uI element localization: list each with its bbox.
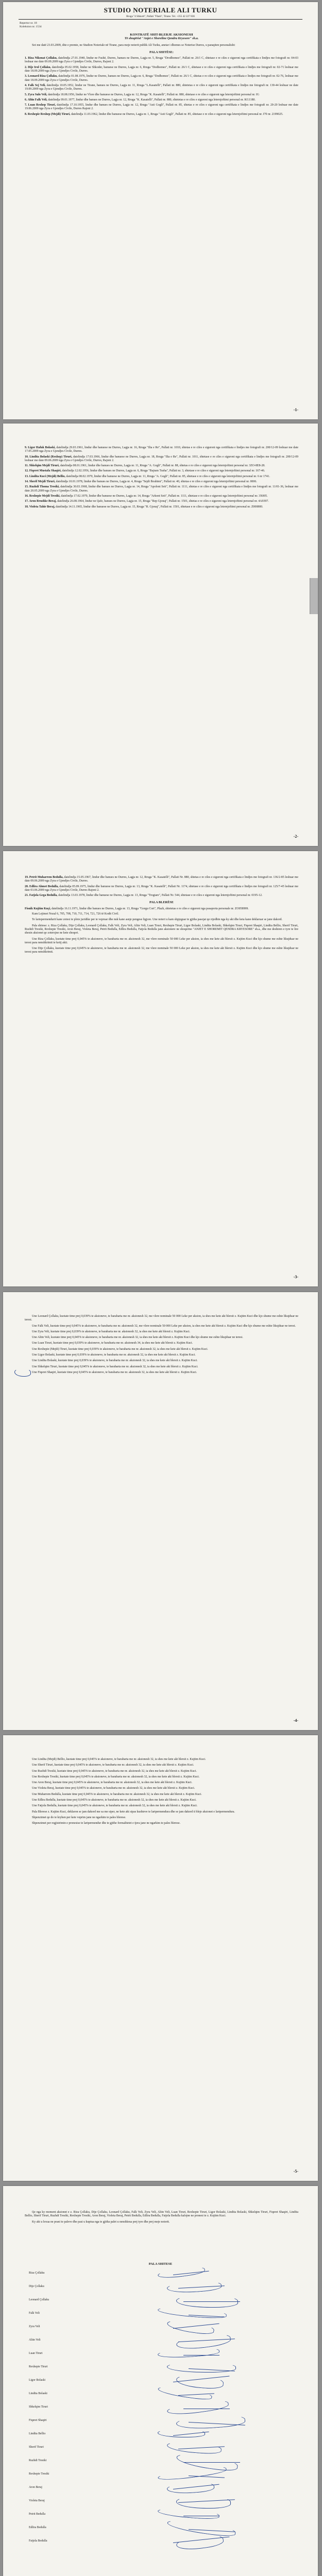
party-entry <box>25 84 298 92</box>
party-entry <box>25 475 298 479</box>
party-details: datelindja 17.02.1970, lindur dhe banuese ne Durres, Lagja nr. 14, Rruga "Arkont Seit", Pallati nr. 1111, shtetase e re ciles e siguroni nga leternjoftimi personal nr. 3X005. <box>61 494 268 498</box>
party-name: 14. Sherif Mejdi Tiruri, <box>25 480 56 484</box>
party-details: datelindja 08.01.1961, lindur dhe banues ne Durres, Lagja nr. 11, Rruga "A. Gogli", Pallati nr. 88, shtetas e re ciles e siguroni nga leternjoftimi personal nr. 3ZO-8E8-28. <box>60 464 265 468</box>
page-5-body <box>25 1758 298 1828</box>
clause-paragraph: Kam Lejimet Nozal 6, 705, 708, 710, 711, 714, 721, 726 të Kodit Civil. <box>32 912 119 916</box>
clause-paragraph: Une Falk Veli, kuotate time prej 0,045% te aksioneve, te barabarta me nr. aksionesh 32, me vlere nominale 50 000 Leke per aksion, ia shes me kete akt blersit z. Kujtim Kuci dhe kjo shume me eshte likujduar ne teresi. <box>32 1324 296 1328</box>
party-name: 2. Dije Irol Çollaku, <box>25 65 51 69</box>
party-entry <box>25 480 298 484</box>
clause-paragraph: Une Zyra Veli, kuotate time prej 0,039% te aksioneve, te barabarta me nr. aksionesh 32, ia shes me kete akt blersit z. Kujtim Kuci. <box>32 1330 191 1333</box>
signatory-signature <box>157 2265 205 2280</box>
signatory-name: Shkelqim Tiruri <box>29 2405 48 2409</box>
sellers-signature-list <box>29 2272 132 2553</box>
clause-paragraph: Qe nga ky moment aksionet e z. Riza Çollaku, Dije Çollaku, Leonard Çollaku, Falk Veli, Zyra Veli, Altin Veli, Luan Tiruri, Rexhepie Tiruri, Ligor Bolaski, Lindita Bolaski, Shkelqim Tiruri, Fiqeret Shaqiri, Lindita Bellio, Sherif Tiruri, Ruzhdi Tresiki, Rexhepie Tresiki, Aron Beraj, Violeta Beraj, Petrit Bedulla, Edlira Bedulla, Fatjola Bedulla kalojne ne pronesi te z. Kujtim Kuci. <box>25 2211 298 2218</box>
clause-paragraph: Une Aron Beraj, kuotate time prej 0,045% te aksioneve, te barabarta me nr. aksionesh 32, ia shes me kete akt blersit z. Kujtim Kuci. <box>32 1781 193 1785</box>
clause-paragraph: Te lartepermendurit kane zotesi te plote juridike per te vepruar dhe nuk kane asnje pengese ligjore. Une noteri u kam shpjeguar te gjitha pasojat qe rrjedhin nga ky akt dhe keta kane deklaruar se jane dakord. <box>32 918 282 922</box>
party-name: 4. Falk Sej Veli, <box>25 83 46 87</box>
party-name: 6. Altin Falk Veli, <box>25 98 47 101</box>
signature-stroke <box>183 2462 240 2463</box>
signatory-signature <box>166 2518 236 2538</box>
signatory-signature <box>176 2374 224 2389</box>
party-name: 1. Riza Nikonat Çollaku, <box>25 57 58 60</box>
signatory-name: Rexhepie Tresiki <box>29 2472 49 2476</box>
clause-paragraph: Une Violeta Beraj, kuotate time prej 0,045% te aksioneve, te barabarta me nr. aksionesh 32, ia shes me kete akt blersit z. Kujtim Kuci. <box>32 1787 195 1790</box>
contract-subtitle: Të shoqërisë "Anjet e Shoreline Qendra Kryesore" sh.a. <box>124 37 199 41</box>
party-name: 19. Petrit Muharrem Bedulla, <box>25 876 63 879</box>
signatory-signature <box>176 2413 245 2430</box>
clause-paragraph: Une Leonard Çollaku, kuotate time prej 0,039% te aksioneve, te barabarta me nr. aksionesh 32, me vlere nominale 50 000 Leke per aksion, ia shes me kete akt blersit z. Kujtim Kuci dhe kjo shume me eshte likujduar ne teresi. <box>25 1315 298 1322</box>
signatory-signature <box>166 2398 229 2417</box>
signature-stroke <box>183 2301 240 2302</box>
signatory-signature <box>176 2533 224 2552</box>
party-details: datelindja 29.03.1961, lindur dhe banuese ne Durres, Lagja nr. 16, Rruga "Ilia e Re", Pallati nr. 1010, shtetas e re ciles e siguroni nga certifikata e lindjes me fotografi nr. 200/12-09 leshuar me date 17.05.2009 nga Zyra e Gjendjes Civile, Durres. <box>25 446 298 453</box>
clause-paragraph: Une Rexhepie (Mejdi) Tiruri, kuotate time prej 0,039% te aksioneve, te barabarta me nr. aksionesh 32, ia shes me kete akt blersit z. Kujtim Kuci. <box>32 1347 208 1351</box>
sellers-signature-heading: PALA SHITESE <box>148 2262 173 2266</box>
clause-paragraph: Shpenzimet qe do te kryhen per kete veprim jane ne ngarkim te pales blerese. <box>32 1816 126 1819</box>
signatory-name: Altin Veli <box>29 2338 41 2342</box>
party-entry <box>25 485 298 493</box>
signatory-name: Riza Çollaku <box>29 2272 45 2275</box>
party-details: datelindja 05.09.1975, lindur dhe banuese ne Durres, Lagja nr. 13, Rruga "K. Kasatelli", Pallati Nr. 1174, shtetase e re ciles e siguroni nga certifikata e lindjes me fotografi nr. 125/7-45 leshuar me date 03.06.2009 nga Zyra e Gjendjes Civile, Durres Rajoni 2. <box>25 885 298 892</box>
clause-paragraph: Une Dije Çollaku, kuotate time prej 0,045% te aksioneve, te barabarta me nr. aksionesh 32, me vlere nominale 50 000 Leke per aksion, ia shes me kete akt blersit z. Kujtim Kuci dhe kjo shume me eshte likujduar ne teresi para nenshkrimit. <box>25 947 298 954</box>
clause-paragraph: Une Lindita Bolaski, kuotate time prej 0,039% te aksioneve, te barabarta me nr. aksionesh 32, ia shes me kete akt blersit z. Kujtim Kuci. <box>32 1359 198 1363</box>
page-number: -4- <box>293 1718 298 1723</box>
party-details: datelindja 09.01.1977, lindur dhe banues ne Durres, Lagja nr. 12, Rruga "K. Kasatelli", Pallati nr. 880, shtetetas e re ciles e siguroni nga leternjoftimi personal nr. KG1180. <box>48 98 256 101</box>
page-4-body <box>25 1315 298 1377</box>
party-name: 10. Lindita Bolaski (Rexhep) Tiruri, <box>25 455 72 459</box>
page-3-body <box>25 876 298 957</box>
signatory-signature <box>158 2347 220 2359</box>
party-name: 15. Ruzhdi Thoma Tresiki, <box>25 485 60 489</box>
clause-paragraph: Ky akt u lexua ne prani te paleve dhe pasi u kuptua nga te gjitha palet u nenshkrua prej tyre dhe prej meje noterit. <box>32 2220 170 2224</box>
closing-clauses <box>25 2211 298 2224</box>
party-name: 5. Zyra Sulo Veli, <box>25 93 47 96</box>
signatory-name: Zyra Veli <box>29 2325 40 2328</box>
party-name: 18. Violeta Tahir Beraj, <box>25 505 55 509</box>
party-details: datelindja 26.08.1964, lindur ne Qafe, banues ne Durres, Lagja nr. 15, Rruga "Rep Gjonaj", Pallati nr. 1501, shtetas e re ciles e siguroni nga leternjoftimi personal nr. 4A9397. <box>57 500 269 503</box>
party-entry <box>25 104 298 111</box>
party-entry <box>25 98 298 102</box>
party-name: 21. Fatjola Gega Bedulla, <box>25 894 58 897</box>
buyer-entry <box>25 907 298 911</box>
signatory-name: Violeta Beraj <box>29 2499 45 2502</box>
sellers-list-2 <box>25 446 298 509</box>
party-entry <box>25 113 298 116</box>
contract-clauses-1 <box>25 912 298 955</box>
party-details: datelindja 10.05.1952, lindur ne Tirane, banues ne Durres, Lagja nr. 11, Rruga "L.Kasatelli", Pallati nr. 880, shtetetas e re ciles e siguroni nga certifikata e lindjes me fotografi nr. 130-44 leshuar ne date 19.09.2009 nga Zyra e Gjendjes Civile, Durres. <box>25 83 298 91</box>
signatory-name: Falk Veli <box>29 2312 40 2315</box>
page-number: -5- <box>293 2169 298 2174</box>
signatory-name: Rexhepie Tiruri <box>29 2365 48 2368</box>
koleksion-number: Koleksion nr. 1534 <box>20 25 42 28</box>
party-entry <box>25 505 298 509</box>
party-entry <box>25 464 298 468</box>
party-details: datelindja 12.02.1956, lindur dhe banues ne Durres, Lagja nr. 6, Rruga "Bajram Tusha", Pallati nr. 3, shtetase e re ciles e siguroni nga leternjoftimi personal nr. 167-46. <box>62 469 265 473</box>
buyer-details: datelindja 16.11.1971, lindur dhe banues ne Durres, Lagja nr. 13, Rruga "Gorgu Cort", Plazh, shtetetas e re ciles e siguroni nga pasaporta personale nr. ZO058999. <box>52 907 249 910</box>
document-page-3 <box>3 851 318 1286</box>
signatory-name: Fiqeret Shaqiri <box>29 2419 47 2422</box>
party-details: datelindja 17.03.1966, lindur dhe banuese ne Durres, Lagja nr. 18, Rruga "Ilia e Re", Pallati nr. 1011, shtetase e re ciles e siguroni nga certifikata e lindjes me fotografi nr. 200/12-09 leshuar me date 09.06.2009 nga Zyra e Gjendjes Civile, Durres, Rajoni 2. <box>25 455 299 462</box>
party-details: datelindja 27.01.1940, lindur ne Fushë, Durres, banues ne Durres, Lagja nr. 5, Rruga "Drodhomez", Pallati nr. 26/1 C, shtetase e re ciles e siguroni nga certifikata e lindjes me fotografi nr. 04-03 leshuar me date 09.09.2009 nga Zyra e Gjendjes Civile, Durres, Rajoni 2. <box>25 57 298 64</box>
party-details: datelindja 14.11.1965, lindur dhe banuese ne Durres, Lagja nr. 15, Rruga "R. Gjonaj", Pallati nr. 1501, shtetase e re ciles e siguroni nga leternjoftimi personal nr. Z000800. <box>56 505 263 509</box>
party-entry <box>25 455 298 463</box>
signatory-name: Dije Çollaku <box>29 2285 44 2288</box>
clause-paragraph: Une Shkelqim Tiruri, kuotate time prej 0,045% te aksioneve, te barabarta me nr. aksionesh 32, ia shes me kete akt blersit z. Kujtim Kuci. <box>32 1365 198 1368</box>
clause-paragraph: Une Muharrem Bedulla, kuotate time prej 0,045% te aksioneve, te barabarta me nr. aksionesh 32, ia shes me kete akt blersit z. Kujtim Kuci. <box>32 1792 202 1796</box>
buyer-name: Fisnik Kujtim Kuçi, <box>25 907 51 910</box>
signatory-name: Edlira Bedulla <box>29 2526 46 2529</box>
signatory-name: Fatjola Bedulla <box>29 2539 47 2543</box>
buyer-heading: PALA BLERËSE <box>149 901 174 905</box>
signatory-name: Aron Beraj <box>29 2486 42 2489</box>
party-details: datelindja 17.10.1955, lindur dhe banues ne Durres, Lagja nr. 12, Rruga "Asti Gogli", Pallati nr. 85, shtetas e re ciles e siguroni nga certifikata e lindjes me fotografi nr. 20-20 leshuar me date 19.06.2009 nga Zyra e Gjendjes Civile, Durres Rajoni 2. <box>25 104 298 111</box>
document-page-5 <box>3 1735 318 2181</box>
party-entry <box>25 66 298 74</box>
signatory-name: Petrit Bedulla <box>29 2513 46 2516</box>
signatory-name: Sherif Tiruri <box>29 2446 44 2449</box>
signatory-name: Luan Tiruri <box>29 2352 43 2355</box>
page-edge-mark <box>310 578 318 614</box>
signatory-name: Lindita Bellio <box>29 2432 46 2435</box>
party-details: datelindja 08.02.1970, lindur dhe banuese ne Durres, Lagja nr. 11, Rruga "A. Gogli", Pallati nr. 85, shtetase e re ciles e siguroni nga leternjoftimi personal nr. 6 nr 1741. <box>66 474 270 478</box>
clause-paragraph: Une Edlira Bedulla, kuotate time prej 0,045% te aksioneve, te barabarta me nr. aksionesh 32, ia shes me kete akt blersit z. Kujtim Kuci. <box>32 1799 197 1802</box>
page-number: -1- <box>293 408 298 412</box>
page-number: -2- <box>293 834 298 839</box>
party-entry <box>25 876 298 884</box>
clause-paragraph: Une Lindita (Mejdi) Bellio, kuotate time prej 0,045% te aksioneve, te barabarta me nr. aksionesh 32, ia shes me kete akt blersit z. Kujtim Kuci. <box>32 1758 206 1761</box>
clause-paragraph: Une Sherif Tiruri, kuotate time prej 0,045% te aksioneve, te barabarta me nr. aksionesh 32, ia shes me kete akt blersit z. Kujtim Kuci. <box>32 1764 194 1767</box>
party-name: 3. Leonard Riza Çollaku, <box>25 75 58 78</box>
clause-paragraph: Une Fatjola Bedulla, kuotate time prej 0,045% te aksioneve, te barabarta me nr. aksionesh 32, ia shes me kete akt blersit z. Kujtim Kuci. <box>32 1804 198 1808</box>
party-name: 13. Lindita Kuci (Mejdi) Bellio, <box>25 474 65 478</box>
party-details: datelindja 10.01.1978, lindur dhe banues ne Durres, Lagja nr. 4, Rruga "Sejdi Ibrahimi", Pallati nr. 40, shtetas e re ciles e siguroni nga leternjoftimi personal nr. 0006. <box>56 480 257 484</box>
margin-initials <box>14 1368 31 1377</box>
clause-paragraph: Pala Blerese z. Kujtim Kuci, deklaron se jam dakord me sa me siper, ne kete akt sipas kushteve te lartpermendura dhe se jam dakord ti bleje aksionet e lartpermendura. <box>32 1810 235 1814</box>
signatory-signature <box>158 2507 220 2520</box>
party-details: datelindja 18.08.1956, lindur ne Vlore dhe banuese ne Durres, Lagja nr. 12, Rruga "K. Kasatelli", Pallati nr. 880, shtetase e re ciles e siguroni nga leternjoftimi personal nr. IG <box>47 93 260 96</box>
page-1-body <box>25 32 298 118</box>
clause-paragraph: Une Ligor Bolaski, kuotate time prej 0,039% te aksioneve, te barabarta me nr. aksionesh 32, ia shes me kete akt blersit z. Kujtim Kuci. <box>32 1353 196 1357</box>
party-name: 7. Luan Rexhep Tiruri, <box>25 104 56 107</box>
document-page-1 <box>3 2 318 419</box>
document-page-6 <box>3 2186 318 2576</box>
party-entry <box>25 469 298 473</box>
party-entry <box>25 885 298 893</box>
signatory-name: Ruzhdi Tresiki <box>29 2459 47 2462</box>
party-details: datelindja 13.03.1978, lindur dhe banuese ne Durres, Lagja nr. 13, Rruga "Tregtare", Pallati Nr. 544, shtetase e re ciles e siguroni nga leternjoftimi personal nr. 0195-12. <box>58 894 263 897</box>
contract-title: KONTRATË SHIT-BLERJE AKSIONESH <box>130 33 193 37</box>
signatory-signature <box>158 2429 205 2437</box>
party-name: 8. Rexhepie Rexhep (Mejdi) Tiruri, <box>25 112 71 116</box>
notary-office-address: Rruga "4 Shkurti", Pallati "Flash", Tirane. Tel. +355 42 227 836 <box>126 15 195 18</box>
intro-paragraph: Sot me datë 23.03.2009, dite e premte, ne Studion Noteriale në Tirane, para meje noterit publik Ali Turku, anetar i dhomes se Noterise Durres, u paraqiten personalisht: <box>32 43 235 47</box>
clause-paragraph: Une Rexhepie Tresiki, kuotate time prej 0,045% te aksioneve, te barabarta me nr. aksionesh 32, ia shes me kete akt blersit z. Kujtim Kuci. <box>32 1775 200 1778</box>
party-name: 20. Edlira Ahmet Bedulla, <box>25 885 59 888</box>
signatory-signature <box>158 2465 227 2482</box>
party-name: 16. Rexhepie Mejdi Tresiki, <box>25 494 60 498</box>
party-name: 17. Aron Rrushke Beraj, <box>25 500 57 503</box>
party-entry <box>25 500 298 503</box>
clause-paragraph: Une Altin Veli, kuotate time prej 0,045% te aksioneve, te barabarta me nr. aksionesh 32, ia shes me kete akt blersit z. Kujtim Kuci dhe kjo shume me eshte likujduar ne teresi. <box>32 1336 243 1340</box>
signatory-name: Lindita Bolaski <box>29 2392 47 2395</box>
sellers-list-1 <box>25 57 298 116</box>
party-details: datelindja 15.05.1967, lindur dhe banues ne Durres, Lagja nr. 12, Rruga "K. Kasatelli", Pallati Nr. 880, shtetas e re ciles e siguroni nga certifikata e lindjes me fotografi nr. 136/2-85 leshuar me date 09.06.2009 nga Zyra e Gjendjes Civile, Durres. <box>25 876 298 883</box>
signatory-name: Ligor Bolaski <box>29 2379 46 2382</box>
page-number: -3- <box>293 1275 298 1279</box>
party-entry <box>25 93 298 97</box>
signatory-signature <box>166 2481 214 2495</box>
repertor-number: Repertor nr. 18 <box>20 22 37 25</box>
document-page-2 <box>3 423 318 846</box>
clause-paragraph: Shpenzimet per regjistrimin e pronesise te lartpermendur dhe te gjithe formalitetet e tjera jane ne ngarkim te pales blerese. <box>32 1822 181 1825</box>
signatory-signature <box>158 2306 227 2319</box>
clause-paragraph: Une Fiqeret Shaqiri, kuotate time prej 0,045% te aksioneve, te barabarta me nr. aksionesh 32, ia shes me kete akt blersit z. Kujtim Kuci. <box>32 1370 197 1374</box>
party-details: datelindja 30.03.1968, lindur dhe banues ne Durres, Lagja nr. 14, Rruga "Apolont Seit", Pallati nr. 1111, shtetas e re ciles e siguroni nga certifikata e lindjes me fotografi nr. 11/01-36, leshuar me date 20.05.2009 nga Zyra e Gjendjes Civile, Durres. <box>25 485 298 493</box>
party-name: 12. Fiqeret Mustafa Shaqiri, <box>25 469 62 473</box>
clause-paragraph: Une Ruzhdi Tresiki, kuotate time prej 0,045% te aksioneve, te barabarta me nr. aksionesh 32, ia shes me kete akt blersit z. Kujtim Kuci. <box>32 1769 197 1773</box>
party-entry <box>25 446 298 454</box>
party-details: datelindja 05.02.1958, lindur ne Shkoder, banuese ne Durres, Lagja nr. 6, Rruga "Dodhomez", Pallati nr. 26/1 C, shtetase e re ciles e siguroni nga certifikata e lindjes me fotografi nr. 02-71 leshuar me date 18.09.2009 nga Zyra e Gjendjes Civile, Durres. <box>25 65 298 73</box>
contract-clauses-2 <box>25 1315 298 1375</box>
clause-paragraph: Une Riza Çollaku, kuotate time prej 0,045% te aksioneve, te barabarta me nr. aksionesh 32, me vlere nominale 50 000 Leke per aksion, ia shes me kete akt blersit z. Kujtim Kuci dhe kjo shume me eshte likujduar ne teresi para nenshkrimit te ketij akti. <box>25 937 298 944</box>
party-name: 11. Shkelqim Mejdi Tiruri, <box>25 464 60 468</box>
document-page-4 <box>3 1292 318 1730</box>
signatory-signature <box>166 2319 215 2336</box>
party-entry <box>25 495 298 498</box>
signatory-name: Leonard Çollaku <box>29 2298 49 2301</box>
signatory-signature <box>167 2362 236 2372</box>
clause-paragraph: Pala shitese: z. Riza Çollaku, Dije Çollaku, Leonard Çollaku, Falk Veli, Zyra Veli, Altin Veli, Luan Tiruri, Rexhepie Tiruri, Ligor Bolaski, Lindita Bolaski, Shkelqim Tiruri, Fiqeret Shaqiri, Lindita Bellio, Sherif Tiruri, Ruzhdi Tresiki, Rexhepie Tresiki, Aron Beraj, Violeta Beraj, Petrit Bedulla, Edlira Bedulla, Fatjola Bedulla jane aksionere ne shoqerine "ANJET E SHOREMIT QENDRA KRYESORE" sh.a., dhe me deshiren e tyre te lire shesin aksionet qe zoterojne ne kete shoqeri. <box>25 924 298 935</box>
sellers-list-3 <box>25 876 298 897</box>
party-entry <box>25 75 298 82</box>
party-entry <box>25 894 298 897</box>
party-details: datelindja 01.08.1976, lindur ne Durres, banues ne Durres, Lagja nr. 6, Rruga "Dodhomez", Pallati nr. 26/1 C, shtetas e re ciles e siguroni nga certifikata e lindjes me fotografi nr. 02-76, leshuar me date 18.09.2009 nga Zyra e Gjendjes Civile, Durres. <box>25 75 298 82</box>
page-6-body <box>25 2211 298 2226</box>
party-details: datelindja 11.03.1962, lindur dhe banuese ne Durres, Lagja nr. 1, Rruga "Asti Gogli", Pallati nr. 85, shtetase e re ciles e siguroni nga leternjoftimi personal nr. I70 nr. 2199025. <box>71 112 283 116</box>
clause-paragraph: Une Luan Tiruri, kuotate time prej 0,039% te aksioneve, te barabarta me nr. aksionesh 34, ia shes me kete akt blersit z. Kujtim Kuci. <box>32 1342 193 1345</box>
sellers-heading: PALA SHITËSE: <box>149 50 174 54</box>
notary-office-title: STUDIO NOTERIALE ALI TURKU <box>104 6 217 14</box>
party-entry <box>25 57 298 64</box>
contract-clauses-3 <box>25 1758 298 1826</box>
party-name: 9. Ligor Hafuk Bolaski, <box>25 446 56 449</box>
page-2-body <box>25 446 298 511</box>
header-divider <box>19 19 302 20</box>
